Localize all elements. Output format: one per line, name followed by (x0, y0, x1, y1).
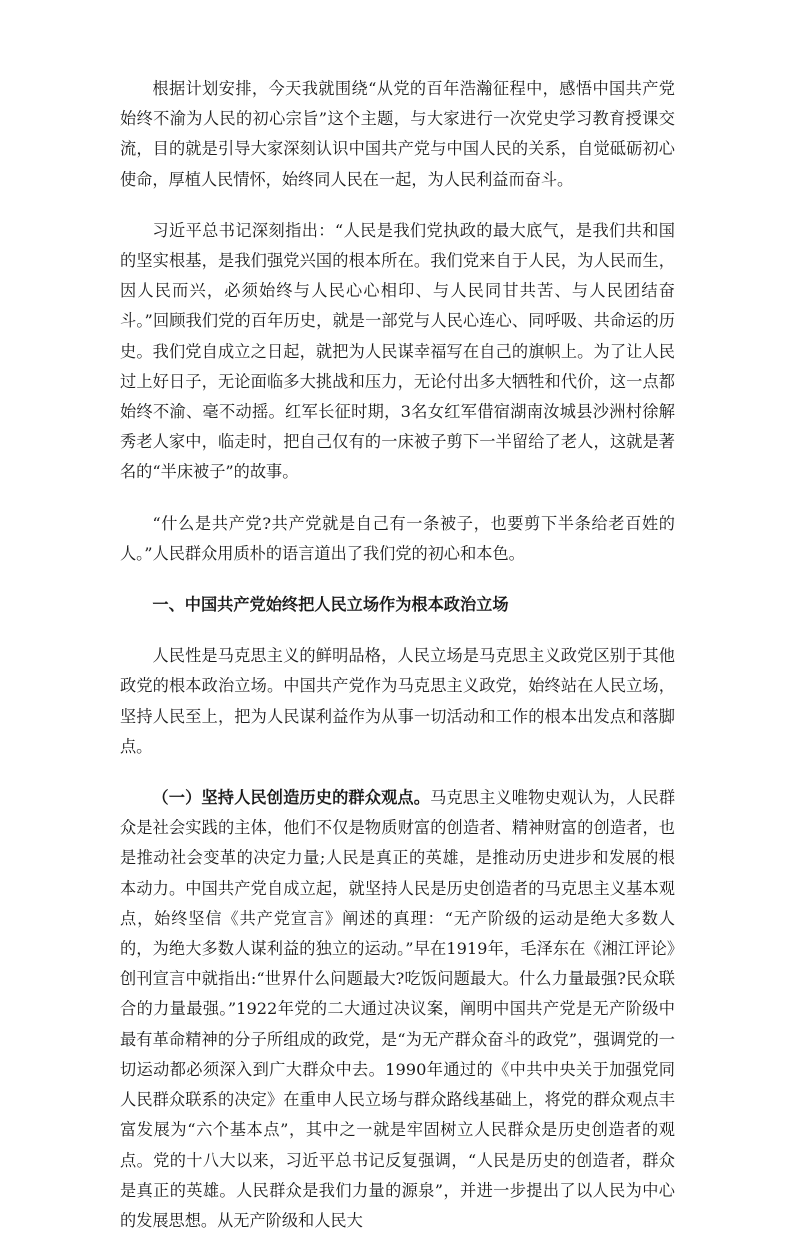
subsection-paragraph (120, 783, 675, 1236)
paragraph-quote-people: “什么是共产党?共产党就是自己有一条被子，也要剪下半条给老百姓的人。”人民群众用质朴的语言道出了我们党的初心和本色。 (120, 513, 675, 563)
section-intro-paragraph: 人民性是马克思主义的鲜明品格，人民立场是马克思主义政党区别于其他政党的根本政治立场。中国共产党作为马克思主义政党，始终站在人民立场，坚持人民至上，把为人民谋利益作为从事一切活动和工作的根本出发点和落脚点。 (120, 646, 675, 756)
paragraph-quote-xi: 习近平总书记深刻指出：“人民是我们党执政的最大底气，是我们共和国的坚实根基，是我们强党兴国的根本所在。我们党来自于人民，为人民而生，因人民而兴，必须始终与人民心心相印、与人民同甘共苦、与人民团结奋斗。”回顾我们党的百年历史，就是一部党与人民心连心、同呼吸、共命运的历史。我们党自成立之日起，就把为人民谋幸福写在自己的旗帜上。为了让人民过上好日子，无论面临多大挑战和压力，无论付出多大牺牲和代价，这一点都始终不渝、毫不动摇。红军长征时期，3名女红军借宿湖南汝城县沙洲村徐解秀老人家中，临走时，把自己仅有的一床被子剪下一半留给了老人，这就是著名的“半床被子”的故事。 (120, 220, 675, 482)
subsection-title: （一）坚持人民创造历史的群众观点。 (152, 788, 431, 808)
paragraph-intro: 根据计划安排，今天我就围绕“从党的百年浩瀚征程中，感悟中国共产党始终不渝为人民的初心宗旨”这个主题，与大家进行一次党史学习教育授课交流，目的就是引导大家深刻认识中国共产党与中国人民的关系，自觉砥砺初心使命，厚植人民情怀，始终同人民在一起，为人民利益而奋斗。 (120, 79, 675, 189)
subsection-body: 马克思主义唯物史观认为，人民群众是社会实践的主体，他们不仅是物质财富的创造者、精神财富的创造者，也是推动社会变革的决定力量;人民是真正的英雄，是推动历史进步和发展的根本动力。中国共产党自成立起，就坚持人民是历史创造者的马克思主义基本观点，始终坚信《共产党宣言》阐述的真理：“无产阶级的运动是绝大多数人的，为绝大多数人谋利益的独立的运动。”早在1919年，毛泽东在《湘江评论》创刊宣言中就指出:“世界什么问题最大?吃饭问题最大。什么力量最强?民众联合的力量最强。”1922年党的二大通过决议案，阐明中国共产党是无产阶级中最有革命精神的分子所组成的政党，是“为无产群众奋斗的政党”，强调党的一切运动都必须深入到广大群众中去。1990年通过的《中共中央关于加强党同人民群众联系的决定》在重申人民立场与群众路线基础上，将党的群众观点丰富发展为“六个基本点”，其中之一就是牢固树立人民群众是历史创造者的观点。党的十八大以来，习近平总书记反复强调，“人民是历史的创造者，群众是真正的英雄。人民群众是我们力量的源泉”，并进一步提出了以人民为中心的发展思想。从无产阶级和人民大 (120, 788, 676, 1230)
section-heading: 一、中国共产党始终把人民立场作为根本政治立场 (152, 595, 509, 615)
